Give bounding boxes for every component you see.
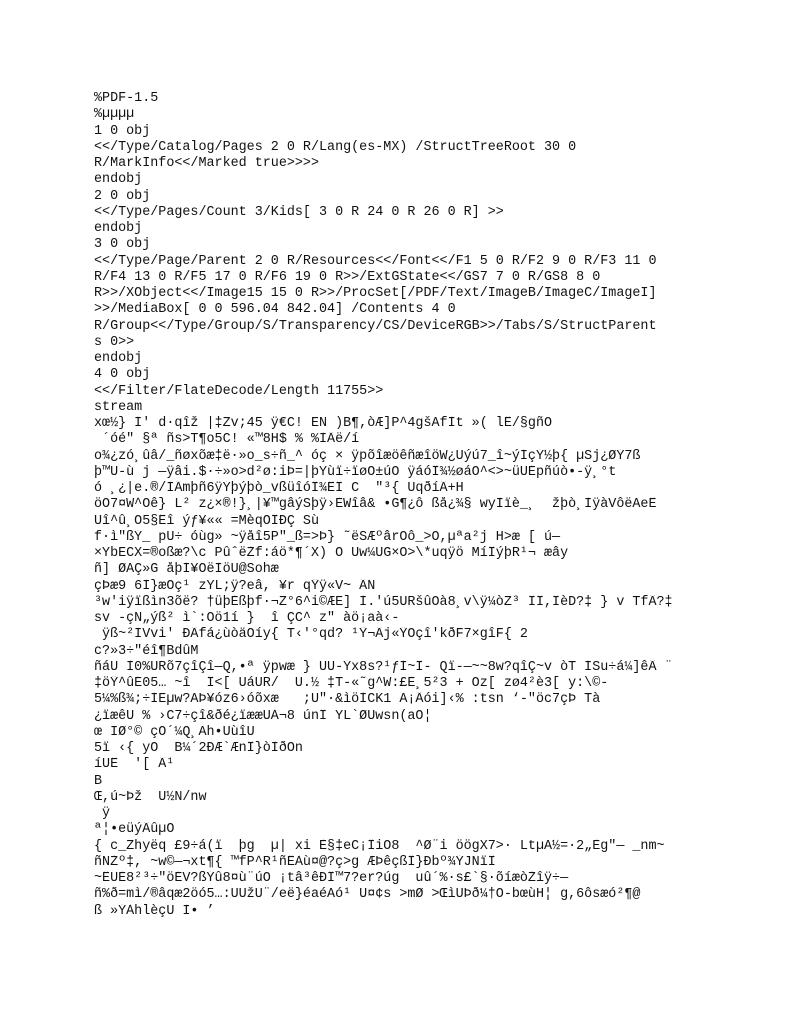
text-line: s 0>> bbox=[94, 334, 135, 350]
raw-pdf-text bbox=[94, 91, 734, 920]
text-line: endobj bbox=[94, 221, 143, 236]
text-line: R>>/XObject<</Image15 15 0 R>>/ProcSet[/PDF/Text/ImageB/ImageC/ImageI] bbox=[94, 286, 657, 301]
text-line: xœ½} Í' d·qîž |‡Zv;45 ÿ€C! EÑ )B¶,òÆ]P^4gšÃfÌt »( lË/§gñÒ bbox=[94, 416, 553, 431]
text-line: c?»3÷"éî¶BdûM bbox=[94, 643, 199, 659]
text-line: ¯´óé" §ª ñs>T¶o5C! «™8H$ % %ÌÄë/í bbox=[94, 432, 360, 448]
text-line: %µµµµ bbox=[94, 107, 135, 123]
text-line: stream bbox=[94, 399, 143, 415]
text-line: endobj bbox=[94, 172, 143, 188]
text-line: ÿ bbox=[94, 806, 111, 821]
text-line: B bbox=[94, 773, 103, 789]
text-line: ª¦•eüýÂûµÖ bbox=[94, 822, 175, 838]
text-line: ñ] ØÃÇ»G åþÍ¥ÒëÌöÛ@Sohæ bbox=[94, 562, 295, 578]
text-line: ó ¸¿|e.®/ÍÂmþñ6ÿÝþýþò_vßüîóÏ¾ÊÎ C "³{ UqðíÂ+H bbox=[94, 481, 464, 496]
text-line: <</Type/Catalog/Pages 2 0 R/Lang(es-MX) /StructTreeRoot 30 0 bbox=[94, 139, 577, 155]
text-line: ñ%ð=mì/®âqæ2öó5…:ÜÜžÛ¨/eë}éaéÃó¹ Û¤¢s >mØ >ŒìÜÞð¼†Ó-bœùH¦ g,6ôsæó²¶@ bbox=[94, 887, 641, 903]
text-line: ‡öŸ^ûÉ05… ~î¯ Î<[ ÚáÛR/¯ Ú.½ ‡T-«˜g^W:£É¸5²3¯+ Oz[ zø4²è3[ y:\©- bbox=[94, 676, 609, 691]
text-line: endobj bbox=[94, 351, 143, 366]
text-line: öÖ7¤W^Ôê} L²¯z¿×®!}¸|¥™gâýSþÿ›ÈWîâ& •G¶¿ô ßå¿¾§ wyÌïè_¸ žþò¸ÌÿàVôëÃeÊ bbox=[94, 497, 657, 513]
text-line: ÿß~²IVvi'¯ÐÂfá¿ùòäÓíy{ T‹'°qd? ¹Ÿ¬Âj«ŸOçî'kðF7×gîF{ 2 bbox=[94, 627, 528, 643]
text-line: 5ï ‹{ yÕ B¼´2ÐÆ`ÆnÎ}òÌðÕn bbox=[94, 741, 303, 756]
text-line: 3 0 obj bbox=[94, 237, 151, 253]
text-line: { c_Zhyëq £9÷á(ï þg µ| xi È§‡eC¡ÏiÖ8 ^Ø¨i¯öögX7>· LtµÃ½=·2„Èg"— _nm~ bbox=[94, 838, 665, 854]
text-line: ×YbECX=®oßæ?\c PûˆëŽf:áö*¶´X) Ò Ùw¼ÙG×Õ>\*uqÿö MíÎýþR¹¬ æây bbox=[94, 546, 569, 561]
text-line: Ûî^û¸O5§Êî ýƒ¥«« =MèqÔÎÐÇ Šù bbox=[94, 513, 319, 529]
text-line: %PDF-1.5 bbox=[94, 91, 159, 106]
text-line: íÜÊ '[ Â¹ bbox=[94, 757, 175, 773]
text-line: ñÑŽº‡, ~w©—¬xt¶{ ™fP^R¹ñËÀù¤@?ç>g ÆÞêçßÏ}Ðbº¾ÝJÑïÎ bbox=[94, 854, 496, 870]
text-line: f·ì"ßÝ_ pÙ÷ óùg»¯~ÿåî5P"_ß=>Þ} ˜ëŠÆºârOô_>Ô,µªa²j H>æ [ ú— bbox=[94, 529, 561, 545]
text-line: Œ,ú~Þž Û½N/nw bbox=[94, 789, 207, 805]
text-line: ß »ÝÀhlèçÜ Ì• ’ bbox=[94, 903, 215, 919]
text-line: çÞæ9 6Í}æÒç¹ zYL;ÿ?eâ, ¥r qŸÿ«V~¯ÂN bbox=[94, 578, 376, 594]
text-line: ³w'iÿïßìn3õë? †üþÉßþf·¬Z°6^i©ÆE] Ì.'ú5ÚRšûÒà8¸v\ÿ¼òZ³ ÎÎ,ÎèD?‡ } v TfÂ?‡ bbox=[94, 594, 673, 610]
text-line: R/F4 13 0 R/F5 17 0 R/F6 19 0 R>>/ExtGState<</GS7 7 0 R/GS8 8 0 bbox=[94, 269, 601, 285]
text-line: þ™Ú-ù j —ÿâi.$·÷»o>d²ø:iÞ=|þYùï÷ïøO±úÓ ÿáóÏ¾½øáÓ^<>~üÛÉpñúò•-ÿ¸°t bbox=[94, 464, 617, 480]
text-line: <</Type/Pages/Count 3/Kids[ 3 0 R 24 0 R 26 0 R] >> bbox=[94, 204, 504, 220]
text-line: ~ÊÜÈ8²³÷"öÉV?ßÝû8¤ù¨úÔ ¡tâ³êÐÏ™7?er?úg uû´%·s£`§·õíæòŽîÿ÷— bbox=[94, 871, 569, 886]
text-line: o¾¿zó¸ûâ/_ñøxõæ‡ë·»o_s÷ñ_^ óç ×¯ÿpõîæöêñæîöW¿Úýú7_î~ýÍçÝ½þ{ µSj¿ØÝ7ß bbox=[94, 448, 641, 464]
text-line: R/MarkInfo<</Marked true>>>> bbox=[94, 156, 319, 171]
text-line: sv -çN„ýß² ì`:Öö1í } î ÇC^ z" àö¡aà‹- bbox=[94, 611, 400, 626]
text-line: R/Group<</Type/Group/S/Transparency/CS/DeviceRGB>>/Tabs/S/StructParent bbox=[94, 318, 657, 334]
text-line: 5¼%ß¾;÷ÌEµw?ÃÞ¥óz6›óõxæ ;Ú"·&ìöÌCK1 Ã¡Äói]‹% :tsn ‘-"öc7çÞ¯Tà bbox=[94, 692, 601, 708]
text-line: ¿ïæêÜ % ›C7÷çî&ðé¿ïææÙÀ¬8 únÎ YL`ØÜwsn(aÕ¦ bbox=[94, 708, 432, 724]
text-line: <</Type/Page/Parent 2 0 R/Resources<</Font<</F1 5 0 R/F2 9 0 R/F3 11 0 bbox=[94, 253, 657, 269]
text-line: 1 0 obj bbox=[94, 123, 151, 139]
text-line: œ IØ°© çÖ´¼Q¸Ah•ÙùîÜ bbox=[94, 724, 255, 740]
text-line: ñáÜ Ì0%ÚRõ7çîÇî—Q,•ª ÿpwæ } ÚÛ-Ýx8s?¹ƒÍ~Î- Qï-—~~8w?qîÇ~v¯òT ÍSu÷á¼]êÂ ¨ bbox=[94, 659, 673, 675]
text-line: >>/MediaBox[ 0 0 596.04 842.04] /Contents 4 0 bbox=[94, 302, 456, 318]
text-line: 2 0 obj bbox=[94, 188, 151, 204]
text-line: <</Filter/FlateDecode/Length 11755>> bbox=[94, 383, 384, 399]
text-line: 4 0 obj bbox=[94, 367, 151, 383]
